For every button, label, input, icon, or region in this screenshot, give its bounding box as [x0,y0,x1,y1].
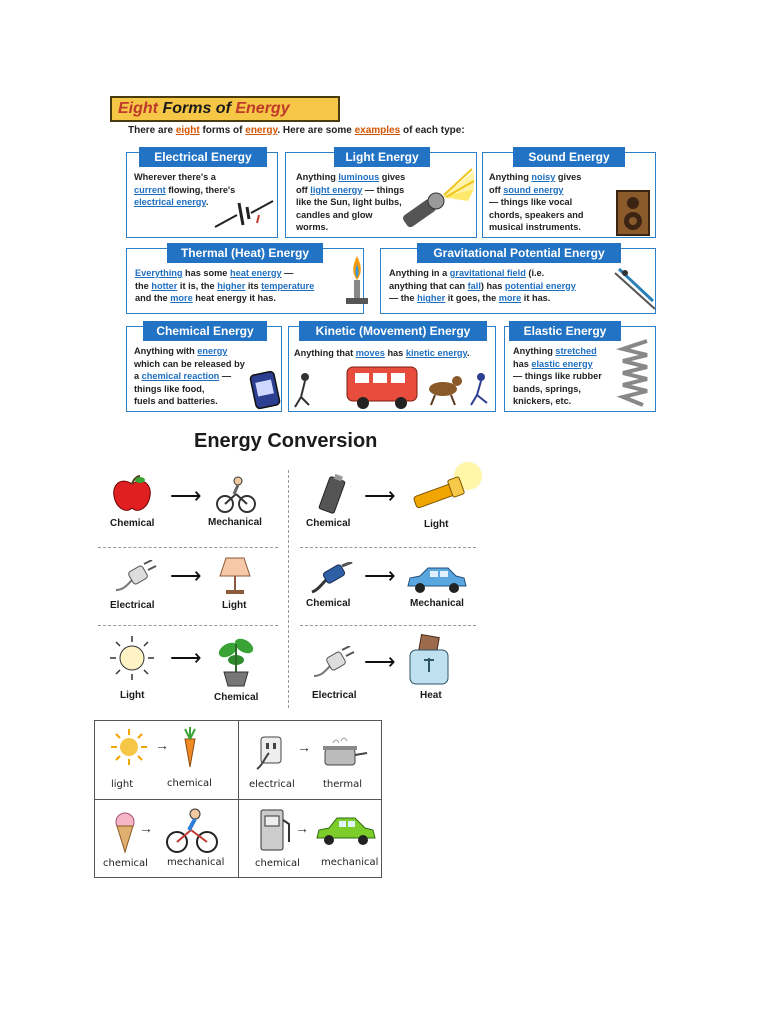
carrot-icon [179,727,201,769]
cyclist-icon [216,476,256,514]
card-kinetic-energy [288,326,496,412]
conversion-table [94,720,382,878]
table-from-label: electrical [249,779,295,790]
lamp-icon [218,554,252,596]
speaker-icon [613,187,653,237]
divider-row1-left [98,547,278,548]
card-body: Anything luminous gives off light energy — things like the Sun, light bulbs, candles and glow worms. [296,172,406,233]
electric-plug-icon [114,560,158,594]
table-cell-light-to-chemical [95,721,238,799]
potted-plant-icon [216,632,256,688]
conversion-from-label: Chemical [306,518,351,529]
intro-eight: eight [175,125,200,136]
gas-pump-icon [257,806,293,854]
card-gravitational-energy [380,248,656,314]
flashlight-icon [398,167,476,237]
arrow-icon: ⟶ [364,483,396,508]
page-title [110,96,340,122]
conversion-to-label: Mechanical [208,517,262,528]
conversion-from-label: Electrical [312,690,357,701]
conversion-electrical-to-light [104,552,284,624]
card-title: Gravitational Potential Energy [417,243,621,263]
conversion-light-to-chemical [104,632,284,704]
conversion-chemical-to-light [300,470,484,542]
table-cell-chemical-to-mechanical-car [239,800,382,878]
toaster-icon [406,634,452,688]
conversion-to-label: Mechanical [410,598,464,609]
card-title: Chemical Energy [143,321,267,341]
intro-energy: energy [245,125,278,136]
conversion-from-label: Chemical [110,518,155,529]
battery-circuit-icon [213,197,275,233]
card-body: Anything in a gravitational field (i.e. anything that can fall) has potential energy — the higher it goes, the more it has. [389,268,576,304]
conversion-from-label: Electrical [110,600,155,611]
card-title: Light Energy [334,147,430,167]
arrow-icon: → [155,737,169,753]
flashlight-icon [410,462,482,514]
conversion-to-label: Heat [420,690,442,701]
card-title: Electrical Energy [139,147,267,167]
cooking-pot-icon [319,737,369,769]
conversion-electrical-to-heat [300,632,484,704]
card-elastic-energy [504,326,656,412]
card-sound-energy [482,152,656,238]
arrow-icon: ⟶ [170,483,202,508]
ice-cream-icon [113,812,137,854]
card-body: Anything with energy which can be released by a chemical reaction — things like food, fuels and batteries. [134,346,245,407]
energy-conversion-title: Energy Conversion [194,430,378,452]
table-from-label: light [111,779,134,790]
card-title: Elastic Energy [509,321,621,341]
card-thermal-energy [126,248,364,314]
table-to-label: mechanical [321,857,379,868]
intro-c: forms of [199,125,246,136]
conversion-from-label: Light [120,690,145,701]
arrow-icon: → [139,820,153,836]
sun-icon [106,634,158,682]
arrow-icon: → [297,739,311,755]
conversion-chemical-to-mechanical-car [300,552,484,624]
car-icon [404,564,468,596]
table-from-label: chemical [255,858,300,869]
card-body: Anything that moves has kinetic energy. [294,348,470,358]
car-icon [315,814,377,848]
title-part-eight: Eight [118,100,158,117]
table-to-label: mechanical [167,857,225,868]
divider-vertical [288,470,289,708]
title-part-energy: Energy [235,100,290,117]
card-title: Kinetic (Movement) Energy [299,321,487,341]
card-body: Anything noisy gives off sound energy — things like vocal chords, speakers and musical instruments. [489,172,584,233]
intro-e: . Here are some [277,125,355,136]
electric-plug-icon [312,646,356,680]
conversion-chemical-to-mechanical [104,470,284,542]
divider-row1-right [300,547,476,548]
table-to-label: thermal [323,779,362,790]
battery-icon [247,367,281,411]
table-from-label: chemical [103,858,148,869]
intro-text [128,125,465,136]
table-to-label: chemical [167,778,212,789]
arrow-icon: ⟶ [364,649,396,674]
battery-icon [314,472,350,518]
conversion-to-label: Light [222,600,247,611]
intro-g: of each type: [400,125,465,136]
fuel-nozzle-icon [310,562,354,596]
spring-icon [613,339,655,411]
wall-outlet-icon [253,735,287,771]
conversion-to-label: Light [424,519,449,530]
table-cell-chemical-to-mechanical [95,800,238,878]
card-title: Sound Energy [513,147,625,167]
card-body: Anything stretched has elastic energy — things like rubber bands, springs, knickers, etc. [513,346,602,407]
card-light-energy [285,152,477,238]
title-part-forms-of: Forms of [158,100,236,117]
bunsen-burner-icon [340,252,374,308]
card-title: Thermal (Heat) Energy [167,243,323,263]
card-electrical-energy [126,152,278,238]
intro-a: There are [128,125,176,136]
apple-icon [110,474,154,514]
ski-jumper-icon [613,265,657,313]
intro-examples: examples [354,125,401,136]
arrow-icon: ⟶ [364,563,396,588]
table-cell-electrical-to-thermal [239,721,382,799]
arrow-icon: → [295,820,309,836]
arrow-icon: ⟶ [170,645,202,670]
arrow-icon: ⟶ [170,563,202,588]
cyclist-icon [165,808,219,854]
divider-row2-left [98,625,278,626]
divider-row2-right [300,625,476,626]
conversion-to-label: Chemical [214,692,259,703]
sun-icon [109,727,149,767]
conversion-from-label: Chemical [306,598,351,609]
card-body: Everything has some heat energy — the hotter it is, the higher its temperature and the more heat energy it has. [135,268,315,304]
card-chemical-energy [126,326,282,412]
moving-objects-icon [291,361,495,411]
card-body: Wherever there's a current flowing, there's electrical energy. [134,172,236,208]
